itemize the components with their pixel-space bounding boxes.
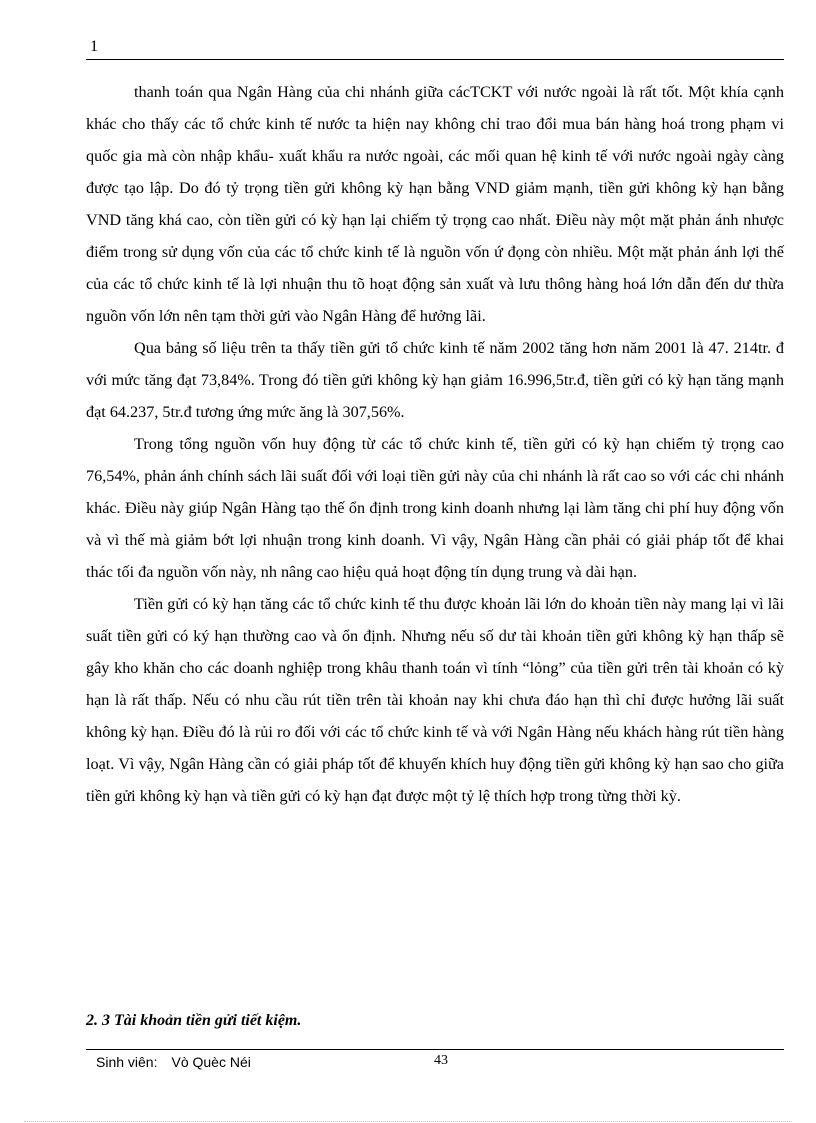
paragraph-3: Trong tổng nguồn vốn huy động từ các tổ chức kinh tế, tiền gửi có kỳ hạn chiếm tỷ trọng cao 76,54%, phản ánh chính sách lãi suất đối với loại tiền gửi này của chi nhánh là rất cao so với các chi nhánh khác. Điều này giúp Ngân Hàng tạo thế ổn định trong kinh doanh nhưng lại làm tăng chi phí huy động vốn và vì thế mà giảm bớt lợi nhuận trong kinh doanh. Vì vậy, Ngân Hàng cần phải có giải pháp tốt để khai thác tối đa nguồn vốn này, nh nâng cao hiệu quả hoạt động tín dụng trung và dài hạn. [86, 435, 784, 581]
footer-rule [86, 1049, 784, 1050]
section-heading: 2. 3 Tài khoản tiền gửi tiết kiệm. [86, 1012, 302, 1029]
header-rule [86, 59, 784, 60]
footer-student [96, 1054, 251, 1070]
footer-student-label: Sinh viên: [96, 1054, 158, 1070]
header-page-marker: 1 [90, 38, 98, 55]
paragraph-4: Tiền gửi có kỳ hạn tăng các tổ chức kinh tế thu được khoản lãi lớn do khoản tiền này mang lại vì lãi suất tiền gửi có ký hạn thường cao và ổn định. Nhưng nếu số dư tài khoản tiền gửi không kỳ hạn thấp sẽ gây kho khăn cho các doanh nghiệp trong khâu thanh toán vì tính “lỏng” của tiền gửi trên tài khoản có kỳ hạn là rất thấp. Nếu có nhu cầu rút tiền trên tài khoản nay khi chưa đáo hạn thì chỉ được hưởng lãi suất không kỳ hạn. Điều đó là rủi ro đối với các tổ chức kinh tế và với Ngân Hàng nếu khách hàng rút tiền hàng loạt. Vì vậy, Ngân Hàng cần có giải pháp tốt để khuyến khích huy động tiền gửi không kỳ hạn sao cho giữa tiền gửi không kỳ hạn và tiền gửi có kỳ hạn đạt được một tỷ lệ thích hợp trong từng thời kỳ. [86, 595, 784, 805]
paragraph-1: thanh toán qua Ngân Hàng của chi nhánh giữa cácTCKT với nước ngoài là rất tốt. Một khía cạnh khác cho thấy các tổ chức kinh tế nước ta hiện nay không chỉ trao đổi mua bán hàng hoá trong phạm vi quốc gia mà còn nhập khẩu- xuất khẩu ra nước ngoài, các mối quan hệ kinh tế với nước ngoài ngày càng được tạo lập. Do đó tỷ trọng tiền gửi không kỳ hạn bằng VND giảm mạnh, tiền gửi không kỳ hạn bằng VND tăng khá cao, còn tiền gửi có kỳ hạn lại chiếm tỷ trọng cao nhất. Điều này một mặt phản ánh nhược điểm trong sử dụng vốn của các tổ chức kinh tế là nguồn vốn ứ đọng còn nhiều. Một mặt phản ánh lợi thế của các tổ chức kinh tế là lợi nhuận thu tõ hoạt động sản xuất và lưu thông hàng hoá lớn dẫn đến dư thừa nguồn vốn lớn nên tạm thời gửi vào Ngân Hàng để hưởng lãi. [86, 83, 784, 325]
body-text [86, 76, 784, 812]
page-bottom-edge [24, 1121, 792, 1122]
footer-student-name: Vò Quèc Néi [171, 1054, 251, 1070]
paragraph-2: Qua bảng số liệu trên ta thấy tiền gửi tổ chức kinh tế năm 2002 tăng hơn năm 2001 là 47. 214tr. đ với mức tăng đạt 73,84%. Trong đó tiền gửi không kỳ hạn giảm 16.996,5tr.đ, tiền gửi có kỳ hạn tăng mạnh đạt 64.237, 5tr.đ tương ứng mức ăng là 307,56%. [86, 339, 784, 421]
footer-page-number: 43 [434, 1053, 448, 1068]
